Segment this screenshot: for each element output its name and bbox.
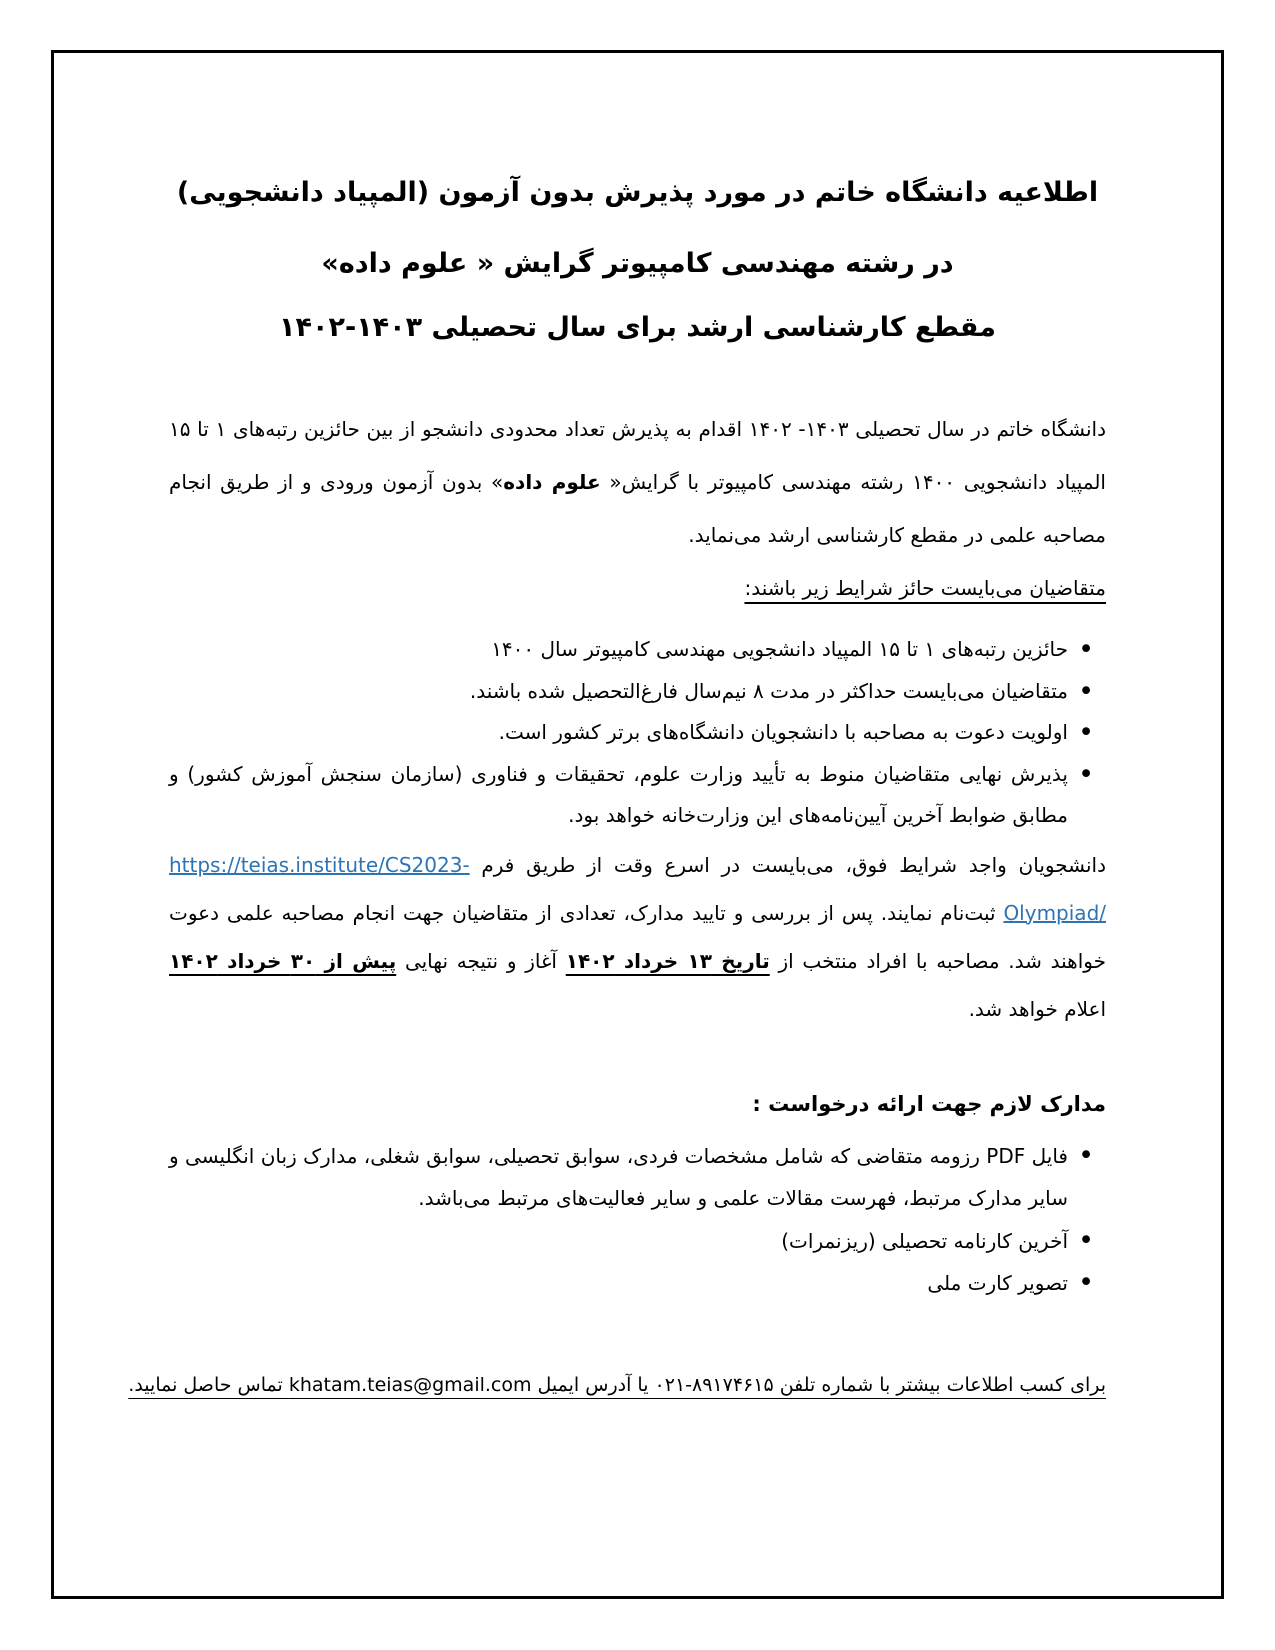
pdf-acronym: PDF <box>986 1143 1026 1168</box>
announcement-title-line1: اطلاعیه دانشگاه خاتم در مورد پذیرش بدون آزمون (المپیاد دانشجویی) <box>176 177 1099 208</box>
requirements-heading <box>169 562 1106 615</box>
requirement-item: • اولویت دعوت به مصاحبه با دانشجویان دانشگاه‌های برتر کشور است. <box>169 712 1094 754</box>
intro-text-start: دانشگاه خاتم در سال تحصیلی ۱۴۰۳- ۱۴۰۲ اقدام به پذیرش تعداد محدودی دانشجو از بین حائزین رتبه‌های ۱ تا ۱۵ المپیاد دانشجویی ۱۴۰۰ رشته مهندسی کامپیوتر با گرایش« <box>169 417 1107 494</box>
requirements-list <box>169 629 1106 837</box>
registration-form-link[interactable]: https://teias.institute/CS2023-Olympiad/ <box>169 852 1106 925</box>
document-item <box>169 1135 1094 1220</box>
contact-text-1: برای کسب اطلاعات بیشتر با شماره تلفن <box>773 1373 1106 1396</box>
contact-phone: ۸۹۱۷۴۶۱۵-۰۲۱ <box>654 1373 774 1396</box>
announcement-title-line2: در رشته مهندسی کامپیوتر گرایش « علوم داده» <box>321 248 954 279</box>
documents-heading: مدارک لازم جهت ارائه درخواست : <box>752 1091 1106 1116</box>
page-border <box>51 50 1224 1599</box>
documents-list <box>169 1135 1106 1305</box>
contact-text-2: یا آدرس ایمیل <box>531 1373 655 1396</box>
major-emphasis: علوم داده <box>503 470 601 494</box>
document-item1-text-start: فایل <box>1025 1143 1068 1168</box>
requirement-item: • پذیرش نهایی متقاضیان منوط به تأیید وزارت علوم، تحقیقات و فناوری (سازمان سنجش آموزش کشور) و مطابق ضوابط آخرین آیین‌نامه‌های این وزارت‌خانه خواهد بود. <box>169 754 1094 837</box>
registration-text-1: دانشجویان واجد شرایط فوق، می‌بایست در اسرع وقت از طریق فرم <box>469 852 1106 877</box>
registration-text-4: اعلام خواهد شد. <box>968 996 1106 1021</box>
document-item: • آخرین کارنامه تحصیلی (ریزنمرات) <box>169 1220 1094 1263</box>
requirement-item: • حائزین رتبه‌های ۱ تا ۱۵ المپیاد دانشجویی مهندسی کامپیوتر سال ۱۴۰۰ <box>169 629 1094 671</box>
intro-text-end: » بدون آزمون ورودی و از طریق انجام مصاحبه علمی در مقطع کارشناسی ارشد می‌نماید. <box>169 470 1106 547</box>
requirements-heading-text: متقاضیان می‌بایست حائز شرایط زیر باشند: <box>744 576 1106 600</box>
registration-text-3: آغاز و نتیجه نهایی <box>396 948 566 973</box>
registration-paragraph <box>169 841 1106 1033</box>
contact-line <box>128 1365 1106 1405</box>
document-item: • تصویر کارت ملی <box>169 1262 1094 1305</box>
announcement-title-line3: مقطع کارشناسی ارشد برای سال تحصیلی ۱۴۰۳-۱۴۰۲ <box>279 312 996 343</box>
registration-text-2: ثبت‌نام نمایند. پس از بررسی و تایید مدارک، تعدادی از متقاضیان جهت انجام مصاحبه علمی دعوت خواهند شد. مصاحبه با افراد منتخب از <box>169 900 1106 973</box>
contact-email: khatam.teias@gmail.com <box>288 1373 532 1396</box>
requirement-item: • متقاضیان می‌بایست حداکثر در مدت ۸ نیم‌سال فارغ‌التحصیل شده باشند. <box>169 671 1094 713</box>
result-deadline-date: پیش از ۳۰ خرداد ۱۴۰۲ <box>169 948 397 973</box>
interview-start-date: تاریخ ۱۳ خرداد ۱۴۰۲ <box>565 948 770 973</box>
intro-paragraph <box>169 403 1106 562</box>
contact-text-3: تماس حاصل نمایید. <box>128 1373 289 1396</box>
page-content <box>108 106 1167 1543</box>
document-item1-text-end: رزومه متقاضی که شامل مشخصات فردی، سوابق تحصیلی، سوابق شغلی، مدارک زبان انگلیسی و سایر مدارک مرتبط، فهرست مقالات علمی و سایر فعالیت‌های مرتبط می‌باشد. <box>169 1143 1068 1210</box>
